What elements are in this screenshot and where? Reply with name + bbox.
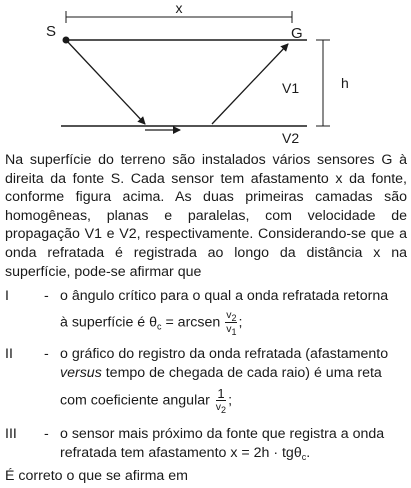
item-1-fraction: $\frac{v_2}{v_1}$ [226,309,237,337]
v1-label: V1 [282,80,300,96]
item-3-number: III [5,426,17,442]
item-2-line-1: o gráfico do registro da onda refratada (afastamento [60,346,389,362]
item-1-line-1: o ângulo crítico para o qual a onda refratada retorna [60,288,389,304]
refraction-diagram [0,0,411,148]
item-3-line-1: o sensor mais próximo da fonte que registra a onda [60,426,385,442]
item-1-line-2: à superfície é $\theta_c$ = arcsen $\frac{v_2}{v_1}$ ; [60,309,243,337]
item-2-dash: - [44,346,49,362]
item-2-line-2: versus tempo de chegada de cada raio) é uma reta [60,365,382,381]
closing-question: É correto o que se afirma em [5,468,188,484]
source-label: S [46,23,57,40]
item-1-dash: - [44,288,49,304]
x-label: x [175,0,183,16]
item-2-fraction: $\frac{1}{v_2}$ [215,386,227,415]
item-2-number: II [5,346,13,362]
item-2-line-3: com coeficiente angular $\frac{1}{v_2}$ ; [60,386,233,415]
item-3-line-2: refratada tem afastamento x = 2h · tgθ$_c$. [60,445,311,462]
item-3-dash: - [44,426,49,442]
item-1-number: I [5,288,9,304]
h-label: h [341,75,349,91]
incident-ray [66,40,145,124]
v2-label: V2 [282,130,300,146]
question-statement: Na superfície do terreno são instalados vários sensores G à direita da fonte S. Cada sensor tem afastamento x da fonte, conforme figura acima. As duas primeiras camadas são homogêneas, planas e paralelas, com velocidade de propagação V1 e V2, respectivamente. Considerando-se que a onda refratada é registrada ao longo da distância x na superfície, pode-se afirmar que [5,152,407,280]
return-ray [212,44,288,124]
sensor-label: G [291,25,303,42]
